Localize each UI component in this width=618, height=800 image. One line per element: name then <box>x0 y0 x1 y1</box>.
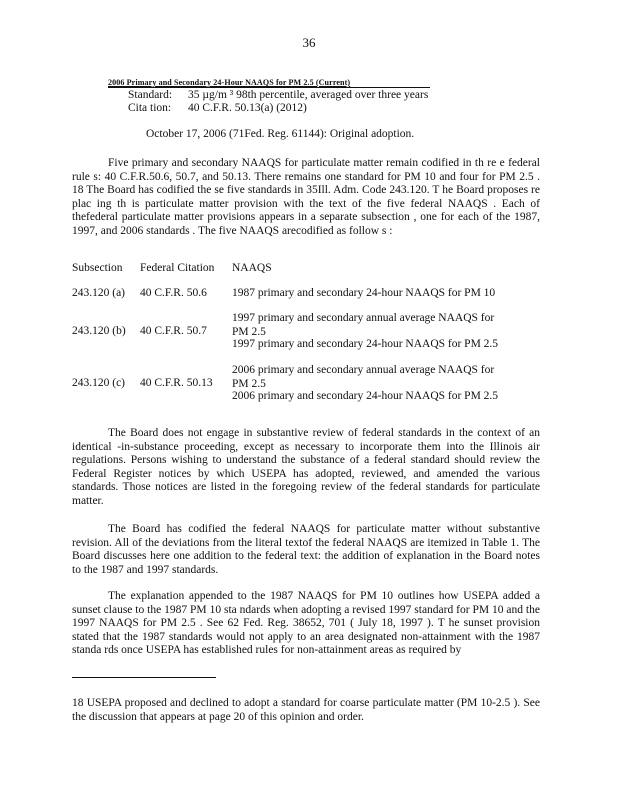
paragraph-3-text: The Board has codified the federal NAAQS for particulate matter without substantive revision. All of the deviations from the literal textof the federal NAAQS are itemized in Table 1. The Board discusses here one addition to the federal text: the addition of explanation in the Board notes to the 1987 and 1997 standards. <box>72 523 540 576</box>
section-header: 2006 Primary and Secondary 24-Hour NAAQS for PM 2.5 (Current) <box>108 77 351 87</box>
paragraph-2 <box>72 427 540 508</box>
paragraph-4 <box>72 590 540 658</box>
citation-cell: 40 C.F.R. 50.7 <box>140 325 207 337</box>
naaqs-cell: 2006 primary and secondary 24-hour NAAQS for PM 2.5 <box>232 390 499 402</box>
adoption-history: October 17, 2006 (71Fed. Reg. 61144): Original adoption. <box>146 128 415 140</box>
table-header: NAAQS <box>232 262 272 274</box>
paragraph-2-text: The Board does not engage in substantive review of federal standards in the context of an identical -in-substance proceeding, except as necessary to incorporate them into the Illinois air regulations. Persons wishing to understand the substance of a federal standard should review the Federal Register notices by which USEPA has adopted, reviewed, and amended the various standards. Those notices are listed in the foregoing review of the federal standards for particulate matter. <box>72 427 540 507</box>
standard-line <box>128 89 428 103</box>
naaqs-cell: 1997 primary and secondary 24-hour NAAQS for PM 2.5 <box>232 338 499 350</box>
subsection-cell: 243.120 (b) <box>72 325 126 337</box>
naaqs-cell: 1987 primary and secondary 24-hour NAAQS for PM 10 <box>232 287 496 299</box>
citation-value: 40 C.F.R. 50.13(a) (2012) <box>188 102 307 114</box>
standard-value: 35 µg/m ³ 98th percentile, averaged over three years <box>188 89 429 101</box>
footnote-rule <box>72 677 216 678</box>
header-rule <box>108 87 430 88</box>
table-header: Federal Citation <box>140 262 215 274</box>
citation-cell: 40 C.F.R. 50.6 <box>140 287 207 299</box>
paragraph-3 <box>72 523 540 577</box>
naaqs-cell: 2006 primary and secondary annual average NAAQS for PM 2.5 <box>232 364 495 390</box>
table-header: Subsection <box>72 262 123 274</box>
naaqs-table <box>72 262 512 412</box>
citation-cell: 40 C.F.R. 50.13 <box>140 377 213 389</box>
paragraph-1 <box>72 157 540 238</box>
standard-label: Standard: <box>128 89 173 101</box>
page-number: 36 <box>302 35 316 50</box>
subsection-cell: 243.120 (c) <box>72 377 126 389</box>
paragraph-4-text: The explanation appended to the 1987 NAAQS for PM 10 outlines how USEPA added a sunset clause to the 1987 PM 10 sta ndards when adopting a revised 1997 standard for PM 10 and the 1997 NAAQS for PM 2.5 . See 62 Fed. Reg. 38652, 701 ( July 18, 1997 ). T he sunset provision stated that the 1987 standards would not apply to an area designated non-attainment with the 1987 standa rds once USEPA has established rules for non-attainment areas as required by <box>72 590 540 656</box>
citation-line <box>128 102 307 116</box>
subsection-cell: 243.120 (a) <box>72 287 126 299</box>
paragraph-1-text: Five primary and secondary NAAQS for particulate matter remain codified in th re e federal rule s: 40 C.F.R.50.6, 50.7, and 50.13. There remains one standard for PM 10 and four for PM 2.5 . 18 The Board has codified the se five standards in 35Ill. Adm. Code 243.120. T he Board proposes re plac ing th is particulate matter provision with the text of the five federal NAAQS . Each of thefederal particulate matter provisions appears in a separate subsection , one for each of the 1987, 1997, and 2006 standards . The five NAAQS arecodified as follow s : <box>72 157 540 237</box>
citation-label: Cita tion: <box>128 102 172 114</box>
footnote: 18 USEPA proposed and declined to adopt a standard for coarse particulate matter (PM 10-2.5 ). See the discussion that appears at page 20 of this opinion and order. <box>72 697 540 723</box>
naaqs-cell: 1997 primary and secondary annual average NAAQS for PM 2.5 <box>232 312 495 338</box>
